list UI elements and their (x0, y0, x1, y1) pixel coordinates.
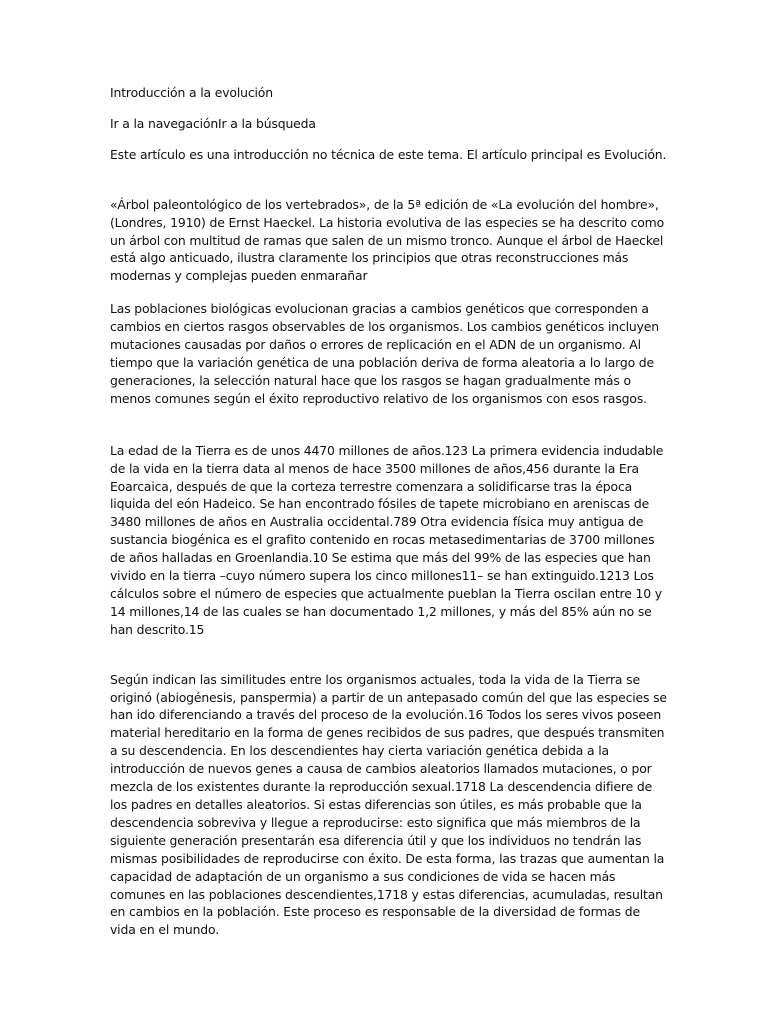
paragraph-tree-caption: «Árbol paleontológico de los vertebrados», de la 5ª edición de «La evolución del hombre», (Londres, 1910) de Ernst Haeckel. La historia evolutiva de las especies se ha descrito como un árbol con multitud de ramas que salen de un mismo tronco. Aunque el árbol de Haeckel está algo anticuado, ilustra claramente los principios que otras reconstrucciones más modernas y complejas pueden enmarañar (110, 196, 665, 284)
paragraph-earth-age: La edad de la Tierra es de unos 4470 millones de años.123 La primera evidencia indudable de la vida en la tierra data al menos de hace 3500 millones de años,456 durante la Era Eoarcaica, después de que la corteza terrestre comenzara a solidificarse tras la época liquida del eón Hadeico. Se han encontrado fósiles de tapete microbiano en areniscas de 3480 millones de años en Australia occidental.789 Otra evidencia física muy antigua de sustancia biogénica es el grafito contenido en rocas metasedimentarias de 3700 millones de años halladas en Groenlandia.10 Se estima que más del 99% de las especies que han vivido en la tierra –cuyo número supera los cinco millones11– se han extinguido.1213 Los cálculos sobre el número de especies que actualmente pueblan la Tierra oscilan entre 10 y 14 millones,14 de las cuales se han documentado 1,2 millones, y más del 85% aún no se han descrito.15 (110, 442, 664, 637)
intro-note: Este artículo es una introducción no técnica de este tema. El artículo principal es Evolución. (110, 146, 667, 162)
document-title: Introducción a la evolución (110, 85, 273, 100)
navigation-links-text: Ir a la navegaciónIr a la búsqueda (110, 115, 316, 131)
paragraph-populations: Las poblaciones biológicas evolucionan gracias a cambios genéticos que corresponden a cambios en ciertos rasgos observables de los organismos. Los cambios genéticos incluyen mutaciones causadas por daños o errores de replicación en el ADN de un organismo. Al tiempo que la variación genética de una población deriva de forma aleatoria a lo largo de generaciones, la selección natural hace que los rasgos se hagan gradualmente más o menos comunes según el éxito reproductivo relativo de los organismos con esos rasgos. (110, 301, 659, 406)
paragraph-common-ancestry: Según indican las similitudes entre los organismos actuales, toda la vida de la Tierra se originó (abiogénesis, panspermia) a partir de un antepasado común del que las especies se han ido diferenciando a través del proceso de la evolución.16 Todos los seres vivos poseen material hereditario en la forma de genes recibidos de sus padres, que después transmiten a su descendencia. En los descendientes hay cierta variación genética debida a la introducción de nuevos genes a causa de cambios aleatorios llamados mutaciones, o por mezcla de los existentes durante la reproducción sexual.1718 La descendencia difiere de los padres en detalles aleatorios. Si estas diferencias son útiles, es más probable que la descendencia sobreviva y llegue a reproducirse: esto significa que más miembros de la siguiente generación presentarán esa diferencia útil y que los individuos no tendrán las mismas posibilidades de reproducirse con éxito. De esta forma, las trazas que aumentan la capacidad de adaptación de un organismo a sus condiciones de vida se hacen más comunes en las poblaciones descendientes,1718 y estas diferencias, acumuladas, resultan en cambios en la población. Este proceso es responsable de la diversidad de formas de vida en el mundo. (110, 671, 667, 938)
